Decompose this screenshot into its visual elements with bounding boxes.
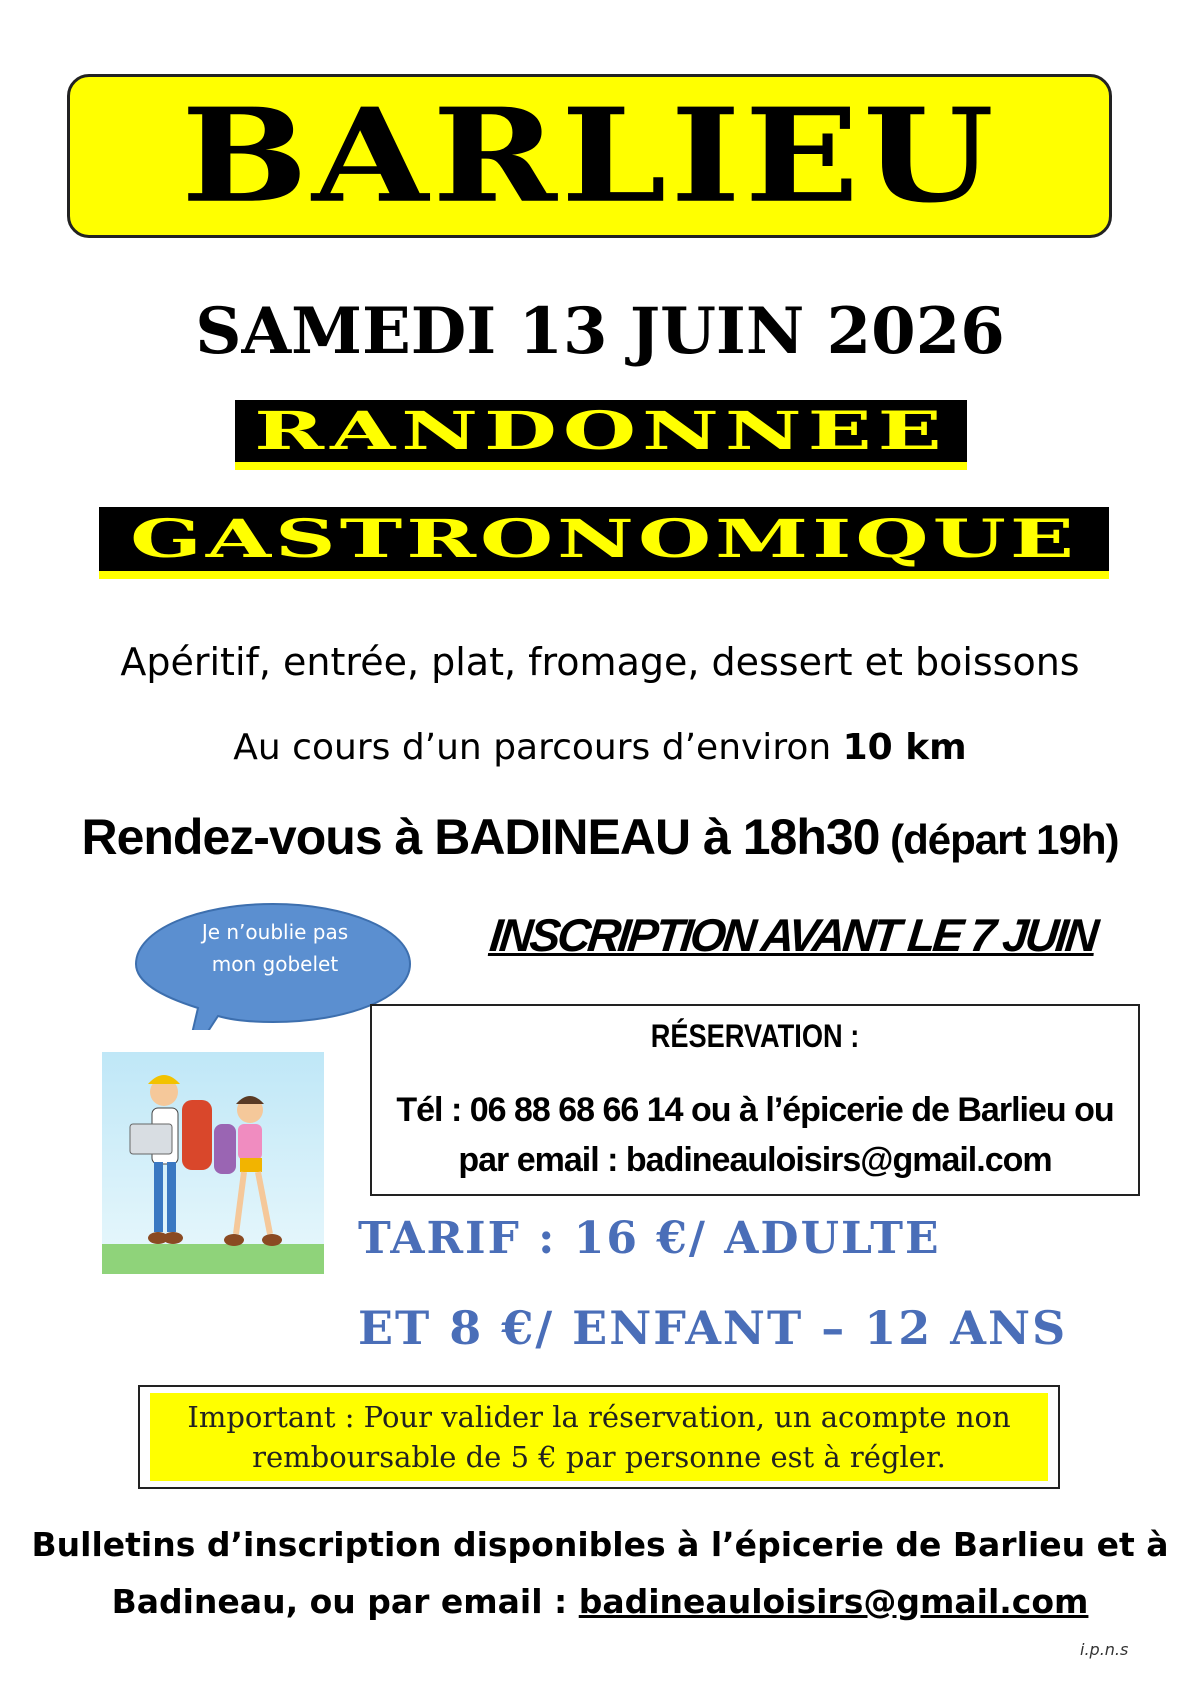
- bubble-line-1: Je n’oublie pas: [201, 920, 349, 944]
- hikers-illustration: [102, 1052, 324, 1274]
- bulletins-prefix: Badineau, ou par email :: [111, 1582, 579, 1621]
- gastronomique-label: GASTRONOMIQUE: [130, 508, 1078, 570]
- event-date: SAMEDI 13 JUIN 2026: [195, 294, 1005, 369]
- important-highlight: [150, 1393, 1048, 1481]
- bulletins-line-2: [0, 1582, 1200, 1621]
- tarif-adult: TARIF : 16 €/ ADULTE: [358, 1213, 941, 1264]
- rendezvous-main: Rendez-vous à BADINEAU à 18h30: [81, 809, 880, 865]
- randonnee-band: [235, 400, 967, 470]
- reservation-title: RÉSERVATION :: [650, 1018, 860, 1054]
- reservation-email: par email : badineauloisirs@gmail.com: [458, 1141, 1052, 1179]
- ipns-mark: i.p.n.s: [1080, 1640, 1129, 1659]
- menu-description: Apéritif, entrée, plat, fromage, dessert et boissons: [120, 640, 1080, 684]
- rendezvous-line: [0, 809, 1200, 865]
- course-distance: 10 km: [842, 727, 967, 768]
- reservation-phone: Tél : 06 88 68 66 14 ou à l’épicerie de Barlieu ou: [396, 1091, 1114, 1129]
- course-description: [0, 727, 1200, 768]
- registration-deadline: INSCRIPTION AVANT LE 7 JUIN: [487, 909, 1099, 961]
- contact-email-link[interactable]: badineauloisirs@gmail.com: [578, 1582, 1089, 1621]
- tarif-child: ET 8 €/ ENFANT – 12 ANS: [358, 1301, 1068, 1355]
- gastronomique-band: [99, 507, 1109, 579]
- important-notice: [138, 1385, 1060, 1489]
- important-line-2: remboursable de 5 € par personne est à régler.: [252, 1440, 946, 1474]
- bubble-text: [170, 916, 380, 980]
- randonnee-label: RANDONNEE: [254, 400, 948, 462]
- title-banner: [67, 74, 1112, 238]
- important-line-1: Important : Pour valider la réservation, un acompte non: [187, 1400, 1011, 1434]
- course-prefix: Au cours d’un parcours d’environ: [233, 727, 843, 768]
- bubble-line-2: mon gobelet: [211, 952, 339, 976]
- bulletins-line-1: Bulletins d’inscription disponibles à l’épicerie de Barlieu et à: [31, 1525, 1169, 1564]
- rendezvous-depart: (départ 19h): [879, 816, 1119, 863]
- poster-title: BARLIEU: [181, 80, 998, 232]
